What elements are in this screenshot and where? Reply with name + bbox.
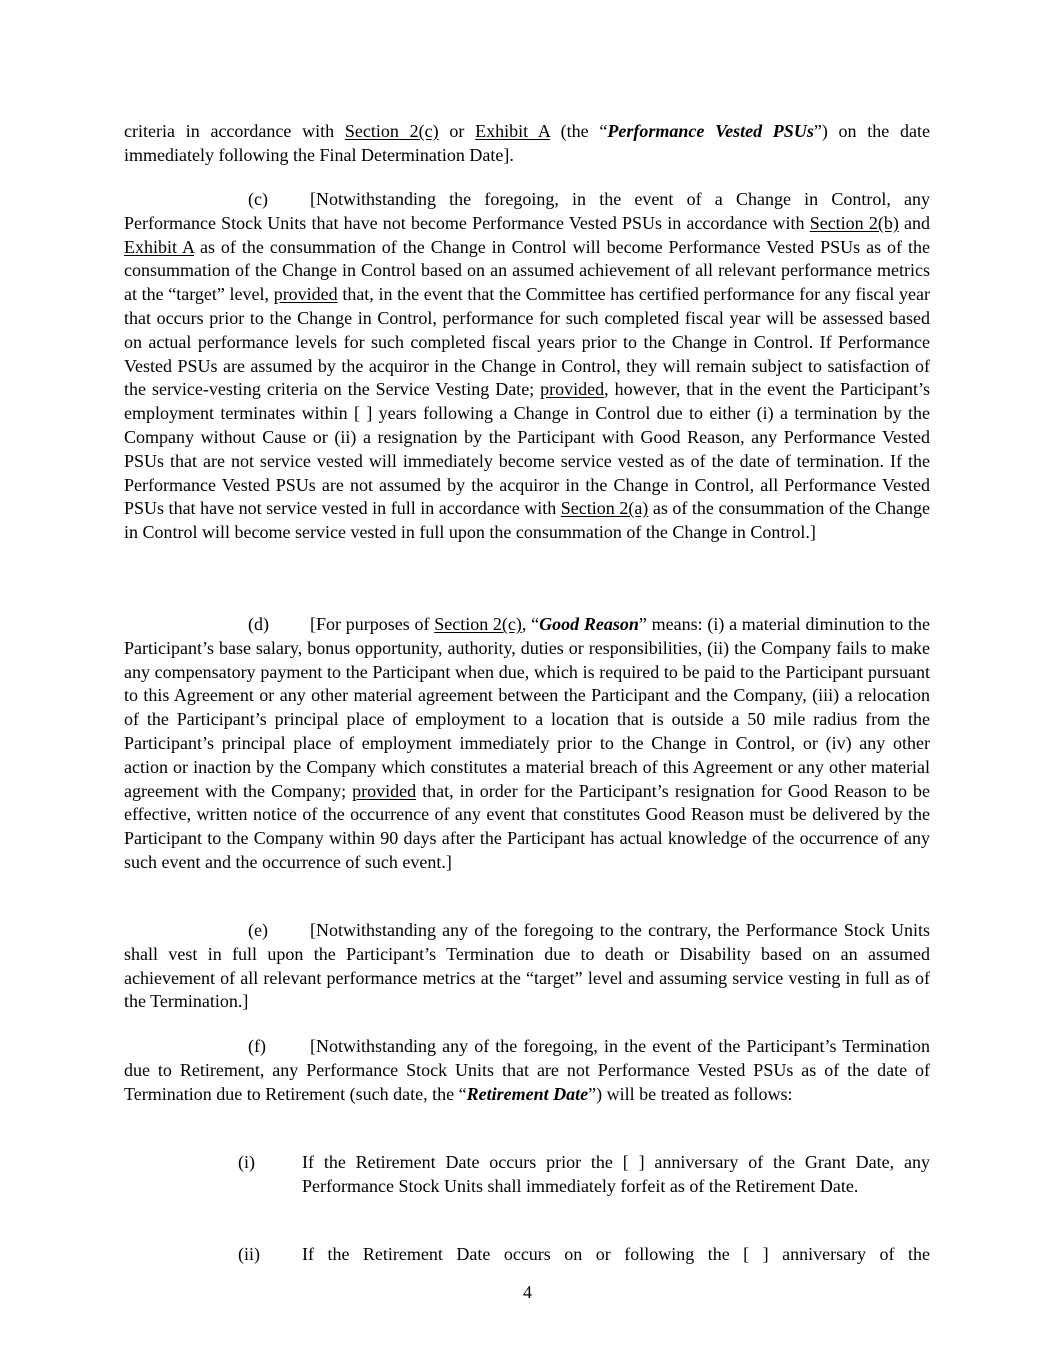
list-item-text: If the Retirement Date occurs on or following the [ ] anniversary of the [302, 1244, 930, 1264]
list-item-text: If the Retirement Date occurs prior the [ ] anniversary of the Grant Date, any Performance Stock Units shall immediately forfeit as of the Retirement Date. [302, 1152, 930, 1196]
paragraph-label: (c) [248, 189, 268, 209]
list-item [238, 1243, 930, 1267]
exhibit-reference: Exhibit A [475, 121, 550, 141]
text: ”) on the date immediately following the Final Determination Date]. [124, 121, 931, 165]
list-item-number: (i) [238, 1152, 255, 1172]
paragraph-e [124, 919, 930, 1014]
list-item [238, 1151, 930, 1199]
proviso: provided [273, 284, 338, 305]
text: [Notwithstanding any of the foregoing to the contrary, the Performance Stock Units shall vest in full upon the Participant’s Termination due to death or Disability based on an assumed achievement of all relevant performance metrics at the “target” level and assuming service vesting in full as of the Termination.] [124, 920, 930, 1012]
section-reference: Section 2(a) [560, 498, 649, 519]
defined-term: Retirement Date [466, 1083, 589, 1104]
section-reference: Section 2(b) [809, 212, 899, 233]
text: or [438, 121, 476, 141]
paragraph-label: (e) [248, 920, 268, 940]
exhibit-reference: Exhibit A [124, 236, 194, 257]
text: that, in order for the Participant’s resignation for Good Reason to be effective, written notice of the occurrence of any event that constitutes Good Reason must be delivered by the Participant to the Company within 90 days after the Participant has actual knowledge of the occurrence of any such event and the occurrence of such event.] [124, 780, 930, 872]
text: and [898, 212, 931, 233]
proviso: provided [352, 780, 417, 801]
paragraph-f [124, 1035, 930, 1106]
section-reference: Section 2(c) [434, 614, 522, 634]
text: criteria in accordance with [124, 121, 345, 141]
text: ” means: (i) a material diminution to the Participant’s base salary, bonus opportunity, authority, duties or responsibilities, (ii) the Company fails to make any compensatory payment to the Participant when due, which is required to be paid to the Participant pursuant to this Agreement or any other material agreement between the Participant and the Company, (iii) a relocation of the Participant’s principal place of employment to a location that is outside a 50 mile radius from the Participant’s principal place of employment immediately prior to the Change in Control, or (iv) any other action or inaction by the Company which constitutes a material breach of this Agreement or any other material agreement with the Company; [124, 614, 930, 801]
section-reference: Section 2(c) [344, 121, 439, 141]
paragraph-intro [124, 120, 930, 168]
text: (the “ [549, 121, 608, 141]
text: [Notwithstanding the foregoing, in the event of a Change in Control, any Performance Stock Units that have not become Performance Vested PSUs in accordance with [124, 189, 930, 233]
text: as of the consummation of the Change in Control will become Performance Vested PSUs as of the consummation of the Change in Control based on an assumed achievement of all relevant performance metrics at the “target” level, [124, 236, 930, 305]
text: that, in the event that the Committee has certified performance for any fiscal year that occurs prior to the Change in Control, performance for such completed fiscal year will be assessed based on actual performance levels for such completed fiscal years prior to the Change in Control. If Performance Vested PSUs are assumed by the acquiror in the Change in Control, they will remain subject to satisfaction of the service-vesting criteria on the Service Vesting Date; [124, 284, 930, 400]
paragraph-c [124, 188, 930, 545]
text: , “ [521, 614, 540, 634]
paragraph-d [124, 613, 930, 875]
proviso: provided [540, 379, 605, 400]
text: [For purposes of [310, 614, 435, 634]
paragraph-label: (d) [248, 614, 269, 634]
list-item-number: (ii) [238, 1244, 260, 1264]
defined-term: Performance Vested PSUs [607, 121, 814, 141]
defined-term: Good Reason [539, 614, 639, 634]
text: , however, that in the event the Participant’s employment terminates within [ ] years following a Change in Control due to either (i) a termination by the Company without Cause or (ii) a resignation by the Participant with Good Reason, any Performance Vested PSUs that are not service vested will immediately become service vested as of the date of termination. If the Performance Vested PSUs are not assumed by the acquiror in the Change in Control, all Performance Vested PSUs that have not service vested in full in accordance with [124, 379, 930, 519]
text: as of the consummation of the Change in Control will become service vested in full upon the consummation of the Change in Control.] [124, 498, 931, 543]
page-number: 4 [523, 1282, 532, 1302]
text: ”) will be treated as follows: [588, 1083, 793, 1104]
text: [Notwithstanding any of the foregoing, in the event of the Participant’s Termination due to Retirement, any Performance Stock Units that are not Performance Vested PSUs as of the date of Termination due to Retirement (such date, the “ [124, 1036, 930, 1104]
paragraph-label: (f) [248, 1036, 266, 1056]
